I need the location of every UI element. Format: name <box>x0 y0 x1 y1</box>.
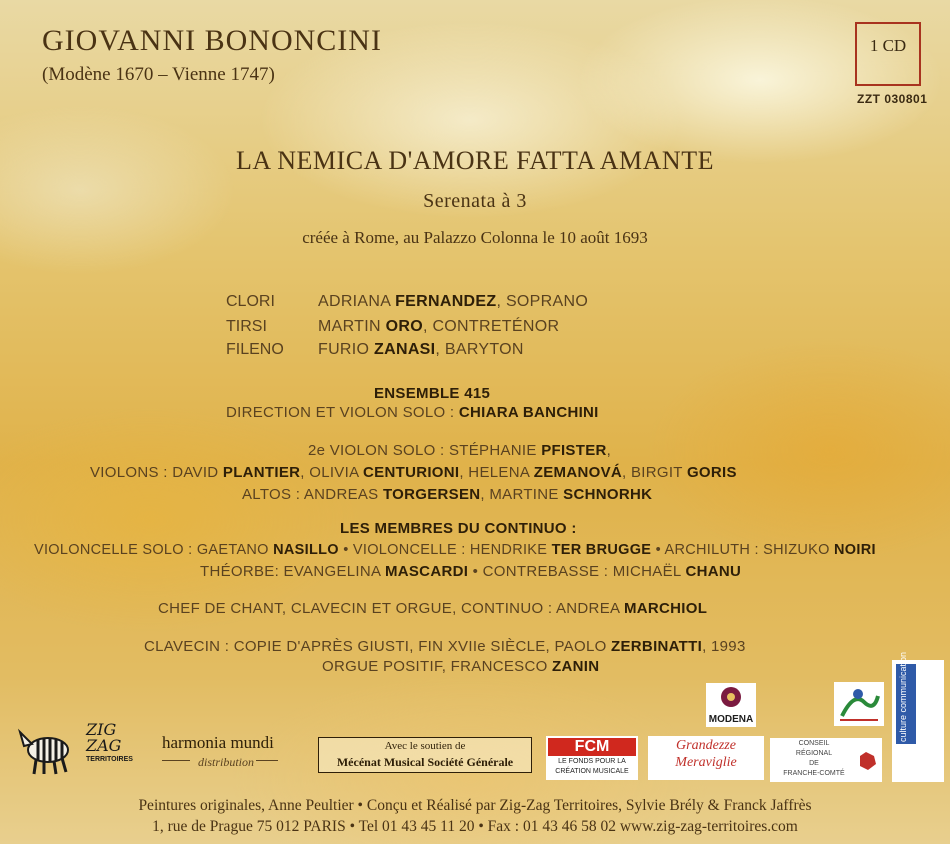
region-logo-text: FRANCHE-COMTÉ <box>783 770 845 777</box>
sponsor-line2: Mécénat Musical Société Générale <box>336 755 514 769</box>
composer-name: GIOVANNI BONONCINI <box>42 24 382 57</box>
culture-logo-text <box>898 722 950 742</box>
continuo-theorbe-credit: THÉORBE: EVANGELINA MASCARDI • CONTREBASSE : MICHAËL CHANU <box>200 563 742 580</box>
ensemble-direction: DIRECTION ET VIOLON SOLO : CHIARA BANCHINI <box>226 404 599 421</box>
composer-dates: (Modène 1670 – Vienne 1747) <box>42 64 275 85</box>
violins-credit: VIOLONS : DAVID PLANTIER, OLIVIA CENTURIONI, HELENA ZEMANOVÁ, BIRGIT GORIS <box>90 464 737 481</box>
work-title: LA NEMICA D'AMORE FATTA AMANTE <box>236 146 714 175</box>
cd-count-label: 1 CD <box>869 36 907 55</box>
chant-credit: CHEF DE CHANT, CLAVECIN ET ORGUE, CONTINUO : ANDREA MARCHIOL <box>158 600 708 617</box>
zigzag-territoires-logo: ZIG ZAG TERRITOIRES <box>86 720 133 763</box>
zebra-logo-icon <box>14 724 76 776</box>
catalog-number: ZZT 030801 <box>857 92 928 106</box>
ensemble-name: ENSEMBLE 415 <box>374 385 491 402</box>
cast-singer: MARTIN ORO, CONTRETÉNOR <box>318 318 560 335</box>
region-logo-text: DE <box>809 760 819 767</box>
region-logo-text: CONSEIL <box>798 740 830 747</box>
cast-singer: ADRIANA FERNANDEZ, SOPRANO <box>318 293 589 310</box>
regional-logo-icon <box>834 682 884 726</box>
sponsor-line1: Avec le soutien de <box>384 740 466 752</box>
modena-rosette-icon <box>718 684 744 710</box>
france-map-icon <box>856 750 878 772</box>
footer-address: 1, rue de Prague 75 012 PARIS • Tel 01 43 45 11 20 • Fax : 01 43 46 58 02 www.zig-zag-territoires.com <box>152 818 798 835</box>
fcm-logo-title: FCM <box>548 738 636 756</box>
grandezze-logo-text: Meraviglie <box>675 755 737 770</box>
clavecin-credit: CLAVECIN : COPIE D'APRÈS GIUSTI, FIN XVIIe SIÈCLE, PAOLO ZERBINATTI, 1993 <box>144 638 746 655</box>
harmonia-mundi-logo: harmonia mundi <box>162 733 274 752</box>
fcm-logo-sub: LE FONDS POUR LA <box>558 758 626 765</box>
premiere-info: créée à Rome, au Palazzo Colonna le 10 août 1693 <box>302 228 648 247</box>
cast-singer: FURIO ZANASI, BARYTON <box>318 341 524 358</box>
grandezze-logo-text: Grandezze <box>676 738 736 753</box>
modena-logo-label: MODENA <box>708 714 754 725</box>
continuo-cellos-credit: VIOLONCELLE SOLO : GAETANO NASILLO • VIOLONCELLE : HENDRIKE TER BRUGGE • ARCHILUTH : SHIZUKO NOIRI <box>34 542 876 558</box>
hm-rule <box>256 760 278 761</box>
region-logo-text: RÉGIONAL <box>795 750 833 757</box>
harmonia-mundi-distribution: distribution <box>198 755 255 769</box>
cast-role: TIRSI <box>226 318 267 335</box>
footer-credits: Peintures originales, Anne Peultier • Conçu et Réalisé par Zig-Zag Territoires, Sylvie Brély & Franck Jaffrès <box>138 797 812 814</box>
second-violin-credit: 2e VIOLON SOLO : STÉPHANIE PFISTER, <box>308 442 612 459</box>
altos-credit: ALTOS : ANDREAS TORGERSEN, MARTINE SCHNORHK <box>242 486 653 503</box>
work-subtitle: Serenata à 3 <box>423 190 527 212</box>
cast-role: CLORI <box>226 293 275 310</box>
cast-role: FILENO <box>226 341 284 358</box>
orgue-credit: ORGUE POSITIF, FRANCESCO ZANIN <box>322 658 600 675</box>
hm-rule <box>162 760 190 761</box>
fcm-logo-sub: CRÉATION MUSICALE <box>555 768 629 775</box>
continuo-heading: LES MEMBRES DU CONTINUO : <box>340 520 577 537</box>
